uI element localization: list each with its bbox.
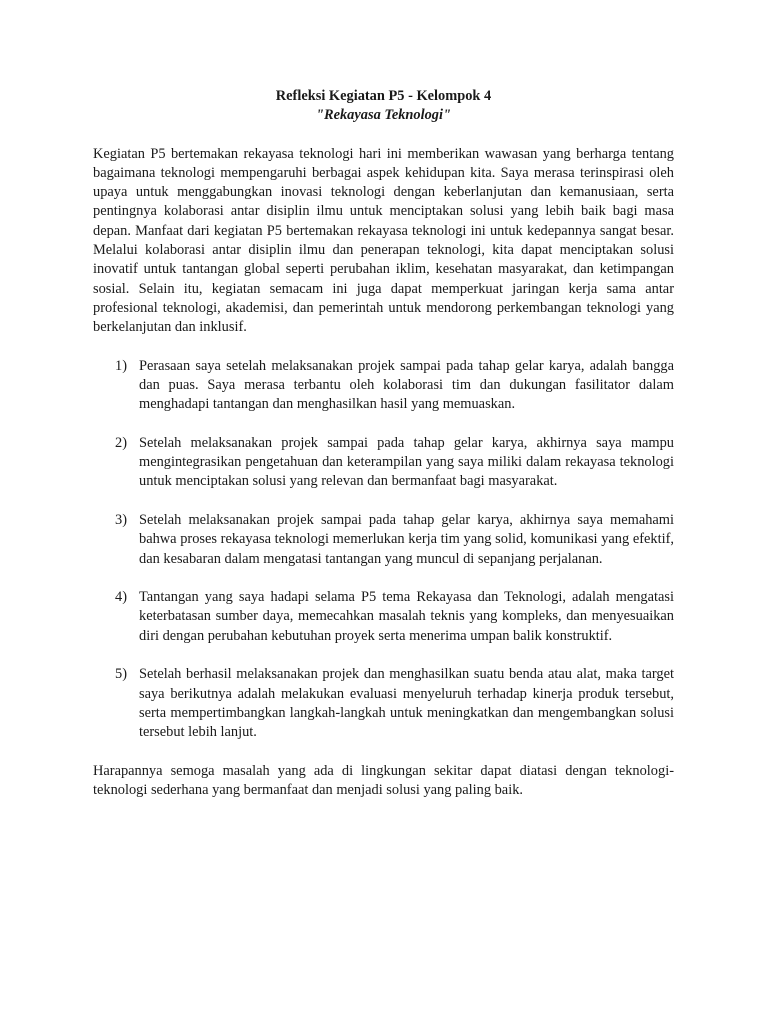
list-item-number: 5): [115, 666, 127, 683]
reflection-list: [93, 357, 674, 743]
list-item: [93, 511, 674, 569]
list-item: [93, 357, 674, 415]
list-item-text: Setelah berhasil melaksanakan projek dan menghasilkan suatu benda atau alat, maka target saya berikutnya adalah melakukan evaluasi menyeluruh terhadap kinerja produk tersebut, serta mempertimbangkan langkah-langkah untuk meningkatkan dan mengembangkan solusi tersebut lebih lanjut.: [139, 666, 674, 741]
list-item-number: 3): [115, 511, 127, 528]
list-item: [93, 434, 674, 492]
closing-paragraph: Harapannya semoga masalah yang ada di lingkungan sekitar dapat diatasi dengan teknologi-teknologi sederhana yang bermanfaat dan menjadi solusi yang paling baik.: [93, 762, 674, 799]
list-item-text: Setelah melaksanakan projek sampai pada tahap gelar karya, akhirnya saya mampu mengintegrasikan pengetahuan dan keterampilan yang saya miliki dalam rekayasa teknologi untuk menciptakan solusi yang relevan dan bermanfaat bagi masyarakat.: [139, 434, 674, 490]
document-page: [93, 87, 674, 800]
list-item-number: 1): [115, 357, 127, 374]
list-item-number: 2): [115, 434, 127, 451]
list-item-text: Setelah melaksanakan projek sampai pada tahap gelar karya, akhirnya saya memahami bahwa proses rekayasa teknologi memerlukan kerja tim yang solid, komunikasi yang efektif, dan kesabaran dalam mengatasi tantangan yang muncul di sepanjang perjalanan.: [139, 511, 674, 567]
document-subtitle: "Rekayasa Teknologi": [316, 107, 451, 124]
document-title: Refleksi Kegiatan P5 - Kelompok 4: [275, 88, 492, 104]
list-item-number: 4): [115, 589, 127, 606]
list-item-text: Tantangan yang saya hadapi selama P5 tema Rekayasa dan Teknologi, adalah mengatasi keterbatasan sumber daya, memecahkan masalah teknis yang kompleks, dan menyesuaikan diri dengan perubahan kebutuhan proyek serta menerima umpan balik konstruktif.: [139, 589, 674, 644]
list-item: [93, 588, 674, 646]
list-item-text: Perasaan saya setelah melaksanakan projek sampai pada tahap gelar karya, adalah bangga dan puas. Saya merasa terbantu oleh kolaborasi tim dan dukungan fasilitator dalam menghadapi tantangan dan menghasilkan hasil yang memuaskan.: [139, 357, 674, 413]
list-item: [93, 665, 674, 742]
intro-paragraph: Kegiatan P5 bertemakan rekayasa teknologi hari ini memberikan wawasan yang berharga tentang bagaimana teknologi mempengaruhi berbagai aspek kehidupan kita. Saya merasa terinspirasi oleh upaya untuk menggabungkan inovasi teknologi dengan keberlanjutan dan kemanusiaan, serta pentingnya kolaborasi antar disiplin ilmu untuk menciptakan solusi yang lebih baik bagi masa depan. Manfaat dari kegiatan P5 bertemakan rekayasa teknologi ini untuk kedepannya sangat besar. Melalui kolaborasi antar disiplin ilmu dan penerapan teknologi, kita dapat menciptakan solusi inovatif untuk tantangan global seperti perubahan iklim, kesehatan masyarakat, dan ketimpangan sosial. Selain itu, kegiatan semacam ini juga dapat memperkuat jaringan kerja sama antar profesional teknologi, akademisi, dan pemerintah untuk mendorong perkembangan teknologi yang berkelanjutan dan inklusif.: [93, 145, 674, 336]
